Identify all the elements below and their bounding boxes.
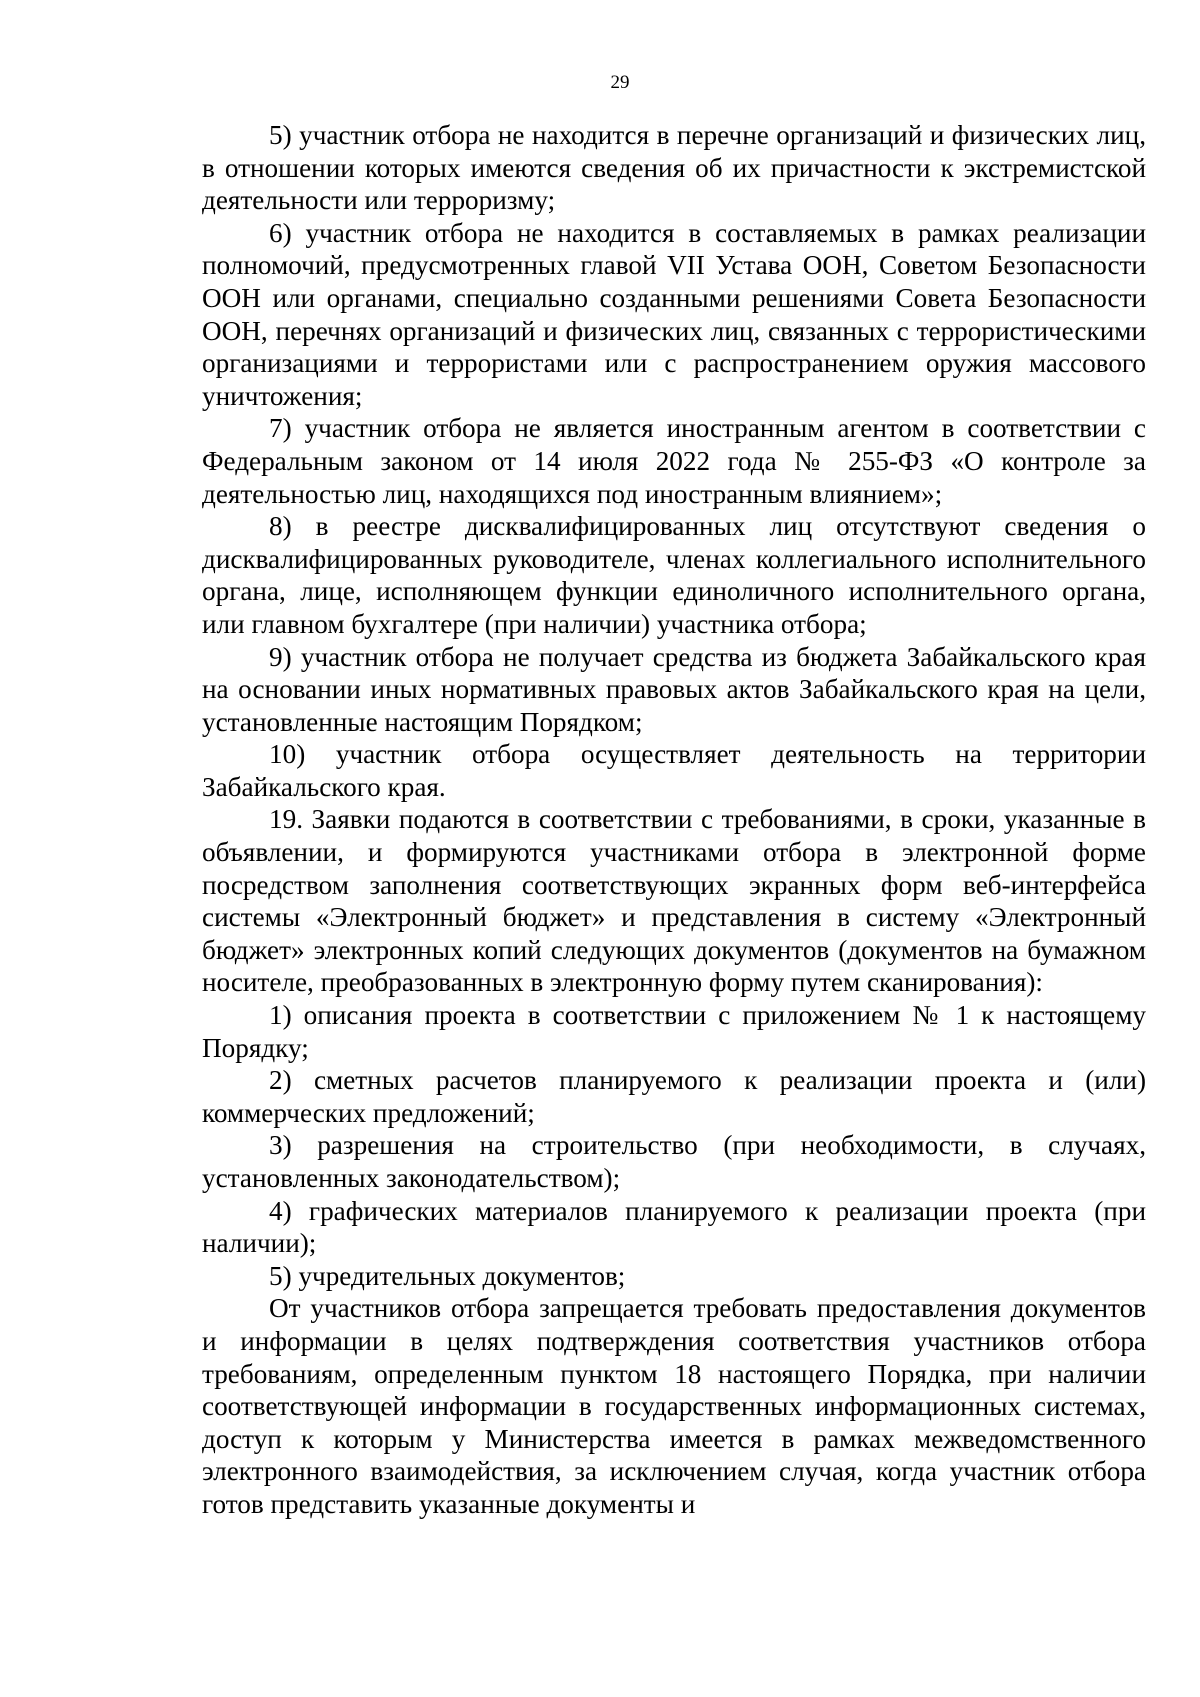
document-item-3: 3) разрешения на строительство (при необходимости, в случаях, установленных законодательством); (202, 1130, 1146, 1193)
list-item-5: 5) участник отбора не находится в перечне организаций и физических лиц, в отношении которых имеются сведения об их причастности к экстремистской деятельности или терроризму; (202, 120, 1146, 216)
document-item-4: 4) графических материалов планируемого к реализации проекта (при наличии); (202, 1195, 1146, 1259)
restriction-paragraph: От участников отбора запрещается требовать предоставления документов и информации в целях подтверждения соответствия участников отбора требованиям, определенным пунктом 18 настоящего Порядка, при наличии соответствующей информации в государственных информационных системах, доступ к которым у Министерства имеется в рамках межведомственного электронного взаимодействия, за исключением случая, когда участник отбора готов представить указанные документы и (202, 1293, 1146, 1519)
clause-19: 19. Заявки подаются в соответствии с требованиями, в сроки, указанные в объявлении, и формируются участниками отбора в электронной форме посредством заполнения соответствующих экранных форм веб-интерфейса системы «Электронный бюджет» и представления в систему «Электронный бюджет» электронных копий следующих документов (документов на бумажном носителе, преобразованных в электронную форму путем сканирования): (202, 804, 1146, 998)
list-item-9: 9) участник отбора не получает средства из бюджета Забайкальского края на основании иных нормативных правовых актов Забайкальского края на цели, установленные настоящим Порядком; (202, 641, 1146, 737)
page-number: 29 (610, 72, 630, 93)
document-item-1: 1) описания проекта в соответствии с приложением № 1 к настоящему Порядку; (202, 1000, 1146, 1063)
list-item-8: 8) в реестре дисквалифицированных лиц отсутствуют сведения о дисквалифицированных руководителе, членах коллегиального исполнительного органа, лице, исполняющем функции единоличного исполнительного органа, или главном бухгалтере (при наличии) участника отбора; (202, 511, 1146, 639)
list-item-6: 6) участник отбора не находится в составляемых в рамках реализации полномочий, предусмотренных главой VII Устава ООН, Советом Безопасности ООН или органами, специально созданными решениями Совета Безопасности ООН, перечнях организаций и физических лиц, связанных с террористическими организациями и террористами или с распространением оружия массового уничтожения; (202, 217, 1146, 411)
document-body (202, 119, 1146, 1521)
list-item-10: 10) участник отбора осуществляет деятельность на территории Забайкальского края. (202, 739, 1146, 802)
document-item-2: 2) сметных расчетов планируемого к реализации проекта и (или) коммерческих предложений; (202, 1065, 1146, 1128)
document-item-5: 5) учредительных документов; (269, 1260, 626, 1291)
list-item-7: 7) участник отбора не является иностранным агентом в соответствии с Федеральным законом от 14 июля 2022 года № 255-ФЗ «О контроле за деятельностью лиц, находящихся под иностранным влиянием»; (202, 413, 1146, 509)
